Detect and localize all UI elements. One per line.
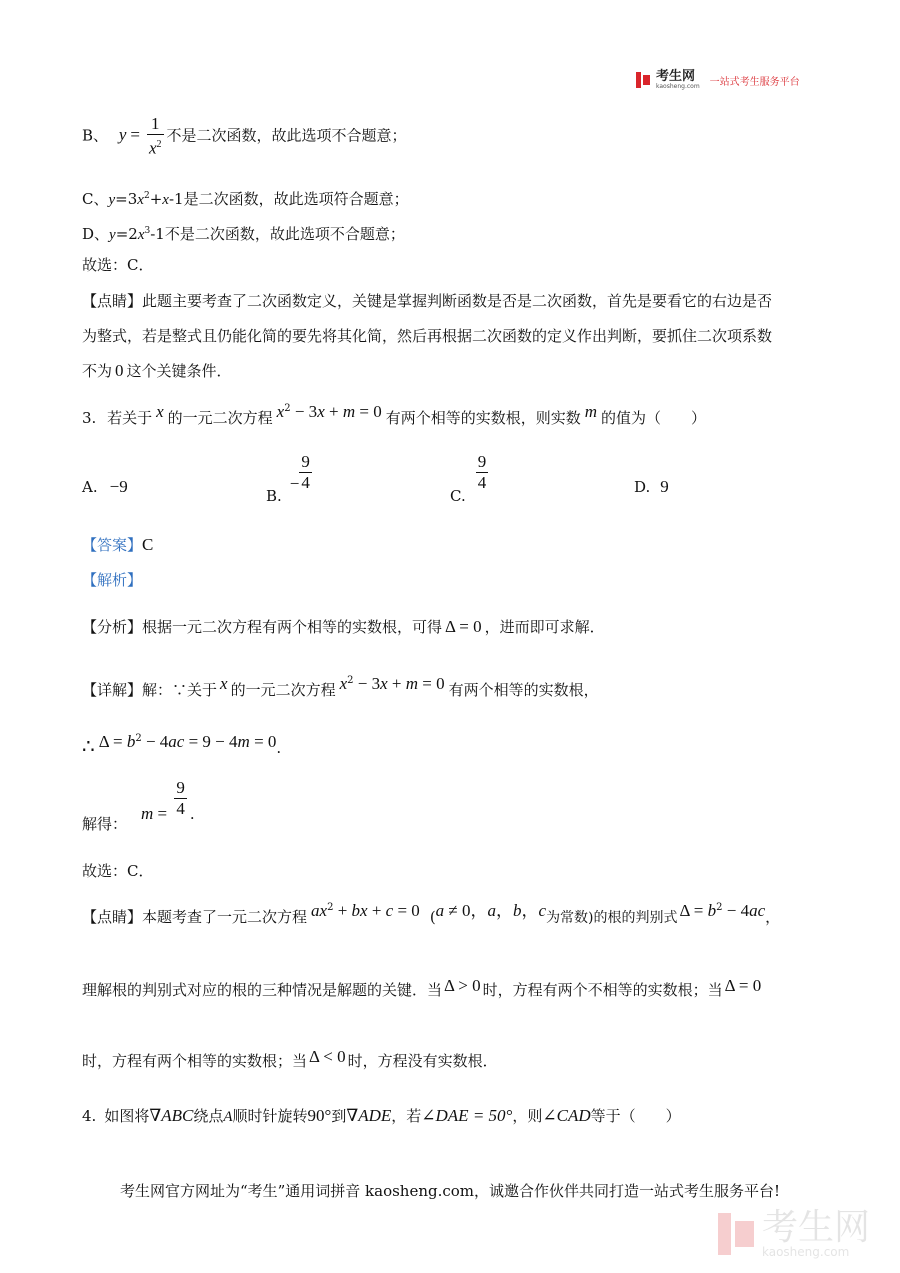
choose-answer-2: 故选：C． bbox=[82, 862, 154, 880]
xiangjie-line: 【详解】解：∵关于 x 的一元二次方程 $x^2 - 3x + m = 0$ 有两个相等的实数根， bbox=[82, 674, 599, 699]
answer-line: 【答案】C bbox=[82, 535, 154, 554]
comment-1-line-c: 不为 0 这个关键条件． bbox=[82, 361, 232, 380]
question-3: 3. 若关于 x 的一元二次方程 $x^2 - 3x + m = 0$ 有两个相等的实数根，则实数 m 的值为（ ） bbox=[82, 402, 707, 427]
footer-text: 考生网官方网址为“考生”通用词拼音 kaosheng.com，诚邀合作伙伴共同打造一站式考生服务平台! bbox=[119, 1182, 781, 1200]
comment-1-line-b: 为整式，若是整式且仍能化简的要先将其化简，然后再根据二次函数的定义作出判断，要抓住二次项系数 bbox=[82, 327, 773, 345]
option-d-line: D、$y=2x^3-1$不是二次函数，故此选项不合题意； bbox=[82, 225, 405, 243]
solution-line: 解得：m = $\frac{9}{4}$ . bbox=[82, 778, 195, 833]
analysis-tag: 【解析】 bbox=[82, 571, 143, 589]
choose-answer-1: 故选：C． bbox=[82, 256, 154, 274]
fenxi-line: 【分析】根据一元二次方程有两个相等的实数根，可得 Δ = 0 ，进而即可求解． bbox=[82, 617, 605, 636]
watermark: 考生网 kaosheng.com bbox=[718, 1210, 870, 1258]
comment-2-line-b: 理解根的判别式对应的根的三种情况是解题的关键．当 Δ > 0 时，方程有两个不相等的实数根；当 Δ = 0 bbox=[82, 976, 762, 999]
comment-1-line-a: 【点睛】此题主要考查了二次函数定义，关键是掌握判断函数是否是二次函数，首先是要看它的右边是否 bbox=[82, 292, 773, 310]
question-4: 4. 如图将∇ABC绕点A顺时针旋转90°到∇ADE，若∠DAE = 50°，则∠CAD等于（ ） bbox=[82, 1106, 681, 1125]
header-slogan: 一站式考生服务平台 bbox=[709, 76, 800, 88]
option-b-line: B、 y = $\frac{1}{x^2}$ 不是二次函数，故此选项不合题意； bbox=[82, 114, 407, 158]
discriminant-line: ∴ $\Delta = b^2 - 4ac = 9 - 4m = 0$. bbox=[82, 732, 282, 758]
header-logo bbox=[636, 70, 800, 90]
q3-option-d: D. 9 bbox=[634, 477, 669, 496]
q3-option-c: C. $\frac{9}{4}$ bbox=[450, 452, 487, 505]
q3-option-a: A. −9 bbox=[82, 477, 128, 496]
kaosheng-watermark-icon bbox=[718, 1213, 754, 1255]
q3-option-b: B.− $\frac{9}{4}$ bbox=[266, 452, 310, 505]
logo-text: 考生网 kaosheng.com bbox=[656, 69, 700, 90]
option-c-line: C、$y=3x^2+x-1$是二次函数，故此选项符合题意； bbox=[82, 190, 409, 208]
comment-2-line-c: 时，方程有两个相等的实数根；当 Δ < 0 时，方程没有实数根． bbox=[82, 1047, 498, 1070]
kaosheng-logo-icon bbox=[636, 72, 650, 88]
comment-2-line-a: 【点睛】本题考查了一元二次方程 $ax^2$ + bx + c = 0 (a ≠ 0，a，b，c为常数)的根的判别式 $\Delta = b^2 - 4ac$， bbox=[82, 901, 781, 926]
fraction: $\frac{1}{x^2}$ bbox=[148, 114, 162, 158]
